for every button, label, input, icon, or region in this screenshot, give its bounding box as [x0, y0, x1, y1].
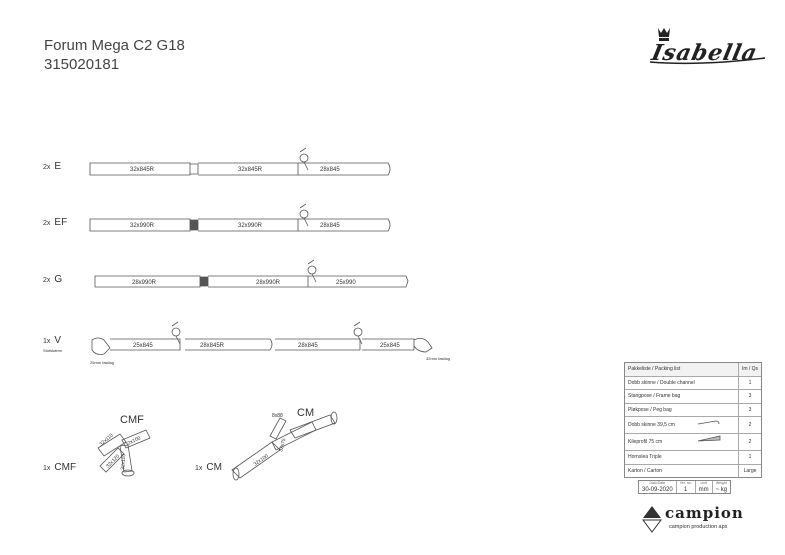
packing-item-name: Kileprofil 75 cm — [628, 439, 663, 445]
row-code: CM — [206, 462, 222, 473]
pole-labels — [90, 167, 450, 470]
model-number: 315020181 — [44, 56, 120, 73]
row-qty: 1x — [195, 465, 203, 472]
packing-row — [625, 417, 761, 434]
campion-triangle-icon — [641, 504, 663, 534]
packing-item-qty: 2 — [738, 434, 761, 450]
pole-label: 28x990R — [132, 280, 157, 286]
packing-row — [625, 465, 761, 478]
pole-label: 32x845R — [130, 167, 155, 173]
document-meta — [638, 480, 731, 494]
pole-label: 25x845 — [133, 343, 153, 349]
pole-label: 32x990R — [130, 223, 155, 229]
pole-note: 32mm fastlag — [426, 356, 451, 361]
meta-weight — [712, 481, 731, 493]
packing-list-unit: Im / Qs — [738, 363, 761, 376]
pole-label: 32x990R — [238, 223, 263, 229]
meta-label: Dato/Date — [649, 481, 666, 485]
packing-item-qty: 3 — [738, 404, 761, 417]
tube-label: 32x100 — [252, 453, 270, 468]
pole-label: 28x845 — [320, 223, 340, 229]
packing-row — [625, 390, 761, 404]
packing-list-header — [625, 363, 761, 377]
row-label-cm — [195, 462, 222, 473]
brand-name: Isabella — [649, 40, 761, 66]
meta-value: ~ kg — [715, 487, 728, 493]
packing-item-name: Hornslea Triple — [628, 454, 662, 461]
pole-v — [92, 322, 432, 355]
pole-label: 25x845 — [380, 343, 400, 349]
packing-row — [625, 434, 761, 451]
row-qty: 2x — [43, 220, 51, 227]
packing-item-qty: 3 — [738, 390, 761, 403]
cmf-title: CMF — [120, 414, 144, 426]
row-code: EF — [54, 217, 68, 228]
packing-row — [625, 377, 761, 391]
campion-brand: campion — [665, 504, 744, 522]
packing-item-name: Dobb skinne / Double channel — [628, 379, 695, 386]
meta-unit — [695, 481, 712, 493]
row-code: V — [54, 335, 62, 346]
packing-item-qty: 2 — [738, 417, 761, 433]
pole-label: 25x990 — [336, 280, 356, 286]
row-qty: 1x — [43, 465, 51, 472]
packing-item-name: Karton / Carton — [628, 467, 662, 474]
packing-list-title: Pakkeliste / Packing list — [628, 366, 681, 373]
row-qty: 2x — [43, 277, 51, 284]
row-qty: 1x — [43, 338, 51, 345]
pole-label: 28x845 — [298, 343, 318, 349]
pole-label: 28x845 — [320, 167, 340, 173]
meta-value: 1 — [683, 487, 688, 493]
packing-item-name: Dobb skinne 39,5 cm — [628, 422, 675, 428]
meta-value: 30-09-2020 — [642, 487, 673, 493]
tube-label: 32x100 — [124, 435, 142, 448]
packing-row — [625, 451, 761, 465]
model-name: Forum Mega C2 G18 — [44, 37, 185, 54]
tube-label: 32x75 — [278, 437, 288, 453]
cm-title: CM — [297, 407, 315, 419]
tube-label: 32x120 — [105, 453, 122, 470]
meta-version — [676, 481, 695, 493]
packing-item-name: Stangpose / Frame bag — [628, 393, 681, 400]
meta-label: Weight — [715, 481, 727, 485]
packing-item-qty: Large — [738, 465, 761, 478]
meta-date — [639, 481, 676, 493]
pole-note: 25mm fastlag — [90, 360, 115, 365]
row-code: E — [54, 161, 62, 172]
pole-label: 28x845R — [200, 343, 225, 349]
row-label-cmf — [43, 462, 76, 473]
pole-label: 32x845R — [238, 167, 263, 173]
tube-label: 32x110 — [98, 432, 115, 448]
cm-small-label: 8x88 — [272, 413, 283, 419]
packing-row — [625, 404, 761, 418]
meta-label: Unit — [700, 481, 707, 485]
campion-logo — [641, 502, 761, 538]
row-v-sublabel: Stofskærm — [43, 348, 63, 353]
packing-item-name: Pløkpose / Peg bag — [628, 406, 672, 413]
packing-item-qty: 1 — [738, 451, 761, 464]
row-code: CMF — [54, 462, 77, 473]
packing-item-qty: 1 — [738, 377, 761, 390]
pole-label: 28x990R — [256, 280, 281, 286]
row-code: G — [54, 274, 63, 285]
packing-list-table — [624, 362, 762, 478]
row-qty: 2x — [43, 164, 51, 171]
campion-subtitle: campion production aps — [669, 524, 728, 530]
meta-label: Ver. no. — [679, 481, 692, 485]
meta-value: mm — [698, 487, 709, 493]
tube-label: 32x110 — [120, 453, 128, 471]
